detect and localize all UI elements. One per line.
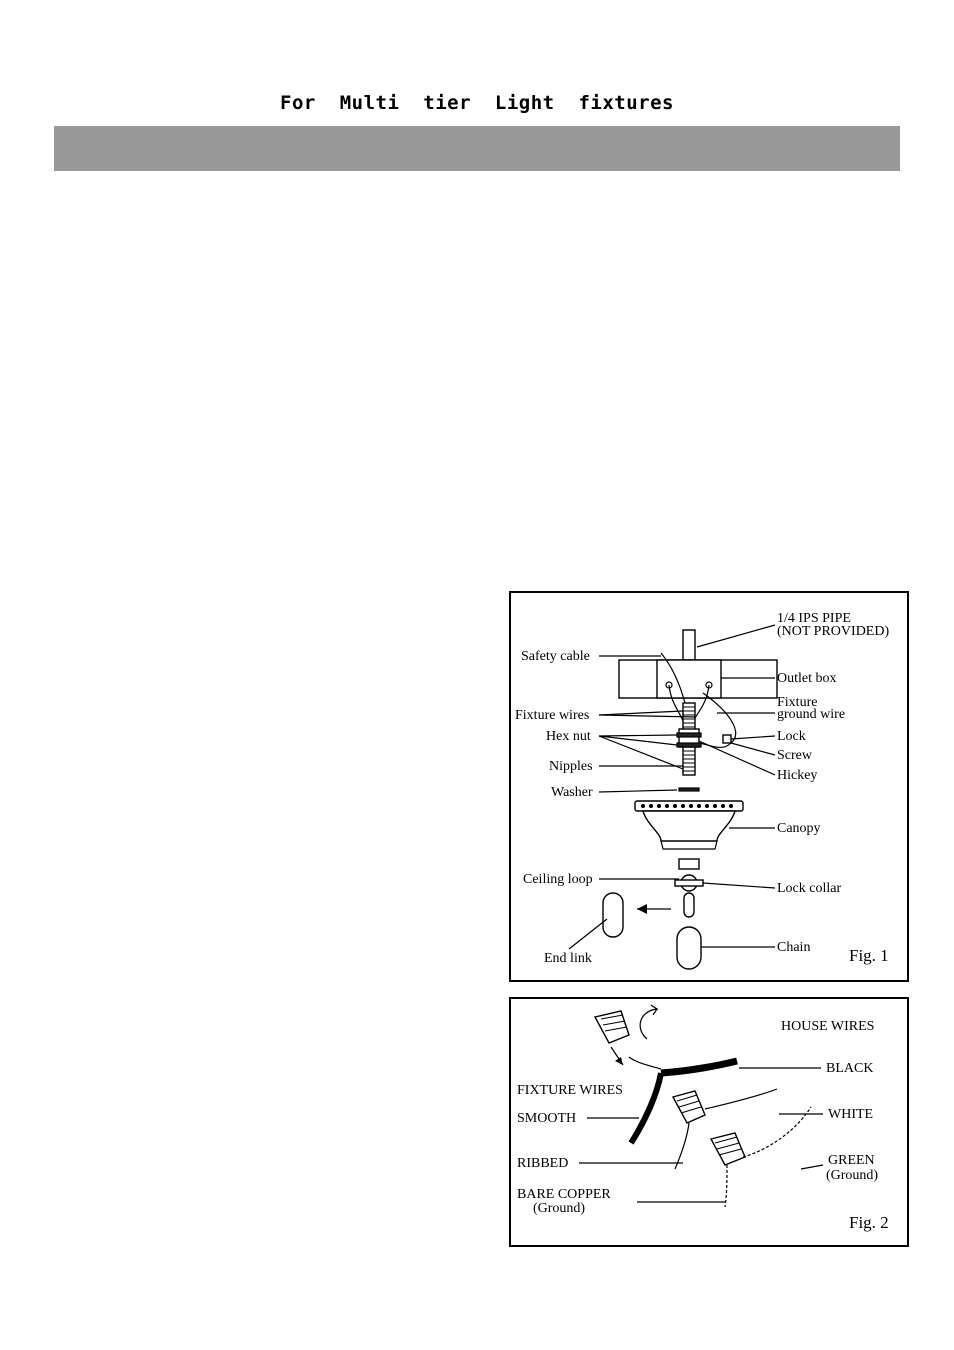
chain-link <box>677 927 701 969</box>
figure-1-drawing <box>511 593 907 980</box>
leader-line <box>801 1165 823 1169</box>
figure-2-caption: Fig. 2 <box>849 1213 889 1232</box>
smooth-fixture-wire <box>631 1073 661 1143</box>
label-outlet-box: Outlet box <box>777 671 837 686</box>
leader-line <box>599 790 677 792</box>
label-fixture-ground-line-1: Fixture <box>777 695 818 710</box>
label-end-link: End link <box>544 951 592 966</box>
label-ribbed: RIBBED <box>517 1156 569 1171</box>
label-hex-nut: Hex nut <box>546 729 591 744</box>
arrow-head-icon <box>637 904 647 914</box>
figure-2-drawing <box>511 999 907 1245</box>
lock <box>723 735 731 743</box>
figure-2-wiring-diagram <box>509 997 909 1247</box>
label-screw: Screw <box>777 748 812 763</box>
label-fixture-wires: FIXTURE WIRES <box>517 1083 623 1098</box>
hex-nut <box>677 733 701 737</box>
label-green-line-2: (Ground) <box>826 1168 879 1183</box>
leader-line <box>599 711 683 715</box>
twist-arrow-icon <box>640 1005 657 1039</box>
label-ceiling-loop: Ceiling loop <box>523 872 593 887</box>
white-house-wire <box>705 1089 777 1109</box>
end-link <box>603 893 623 937</box>
leader-line <box>731 736 775 739</box>
label-hickey: Hickey <box>777 768 818 783</box>
chain-link <box>684 893 694 917</box>
leader-line <box>697 625 775 647</box>
lock-collar-thread <box>679 859 699 869</box>
label-bare-copper-line-1: BARE COPPER <box>517 1187 611 1202</box>
label-nipples: Nipples <box>549 759 593 774</box>
label-bare-copper-line-2: (Ground) <box>533 1201 586 1216</box>
label-lock-collar: Lock collar <box>777 881 842 896</box>
ribbed-fixture-wire <box>675 1123 689 1169</box>
label-lock: Lock <box>777 729 806 744</box>
bare-copper-wire <box>725 1165 727 1207</box>
label-chain: Chain <box>777 940 811 955</box>
label-green-line-1: GREEN <box>828 1153 875 1168</box>
washer <box>679 788 699 791</box>
canopy <box>643 811 735 841</box>
ips-pipe <box>683 630 695 660</box>
leader-line <box>569 919 607 949</box>
outlet-box-shape <box>657 660 721 698</box>
label-safety-cable: Safety cable <box>521 649 590 664</box>
label-black: BLACK <box>826 1061 874 1076</box>
label-canopy: Canopy <box>777 821 821 836</box>
twisted-wires <box>629 1057 661 1069</box>
figure-1-caption: Fig. 1 <box>849 946 889 965</box>
header-bar <box>54 126 900 171</box>
canopy-base <box>661 841 717 849</box>
lock-collar <box>675 880 703 886</box>
label-smooth: SMOOTH <box>517 1111 577 1126</box>
hex-nut <box>677 743 701 747</box>
wire-nut <box>595 1011 629 1043</box>
label-fixture-wires: Fixture wires <box>515 708 590 723</box>
label-washer: Washer <box>551 785 593 800</box>
label-house-wires: HOUSE WIRES <box>781 1019 875 1034</box>
leader-line <box>731 743 775 755</box>
black-house-wire <box>661 1061 737 1073</box>
label-fixture-ground-line-2: ground wire <box>777 707 846 722</box>
figure-1-mounting-diagram <box>509 591 909 982</box>
label-pipe-line-1: 1/4 IPS PIPE <box>777 611 851 626</box>
leader-line <box>699 741 775 775</box>
label-white: WHITE <box>828 1107 874 1122</box>
page-heading: For Multi tier Light fixtures <box>280 92 674 114</box>
label-pipe-line-2: (NOT PROVIDED) <box>777 624 890 639</box>
leader-line <box>703 883 775 888</box>
leader-line <box>599 735 677 736</box>
